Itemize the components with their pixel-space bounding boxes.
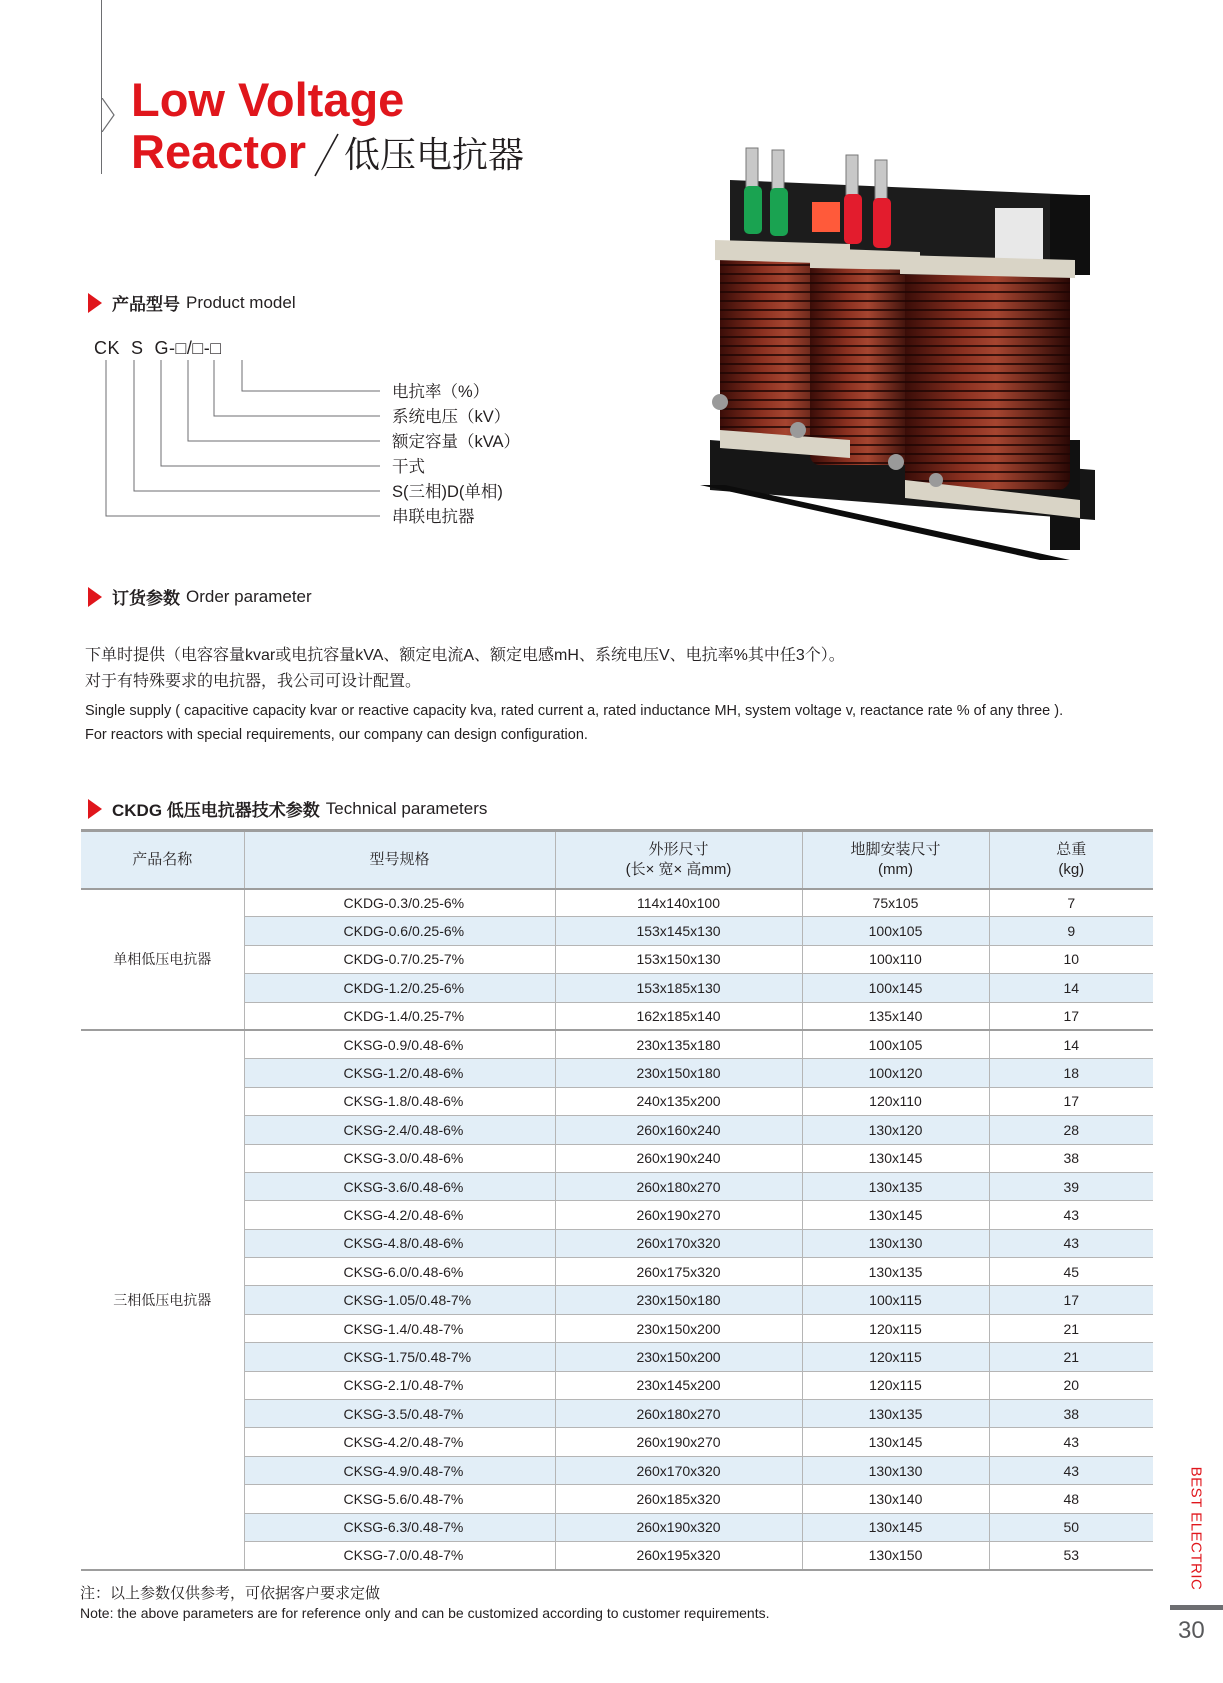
title-line-2: Reactor (131, 125, 307, 178)
dimension-cell: 230x150x200 (555, 1343, 802, 1371)
footnote-en: Note: the above parameters are for reference only and can be customized according to customer requirements. (80, 1605, 770, 1621)
model-cell: CKSG-0.9/0.48-6% (244, 1030, 555, 1058)
model-cell: CKDG-1.4/0.25-7% (244, 1002, 555, 1030)
model-cell: CKSG-4.2/0.48-7% (244, 1428, 555, 1456)
model-cell: CKSG-4.9/0.48-7% (244, 1456, 555, 1484)
mounting-cell: 130x145 (802, 1513, 989, 1541)
weight-cell: 38 (989, 1400, 1153, 1428)
table-row (81, 889, 1153, 917)
mounting-cell: 100x105 (802, 917, 989, 945)
dimension-cell: 114x140x100 (555, 889, 802, 917)
dimension-cell: 260x185x320 (555, 1485, 802, 1513)
dimension-cell: 260x175x320 (555, 1258, 802, 1286)
model-cell: CKSG-6.3/0.48-7% (244, 1513, 555, 1541)
model-label-series-reactor: 串联电抗器 (392, 508, 475, 526)
dimension-cell: 240x135x200 (555, 1087, 802, 1115)
dimension-cell: 260x180x270 (555, 1400, 802, 1428)
mounting-cell: 100x120 (802, 1059, 989, 1087)
col-header-weight: 总重 (kg) (989, 831, 1153, 889)
weight-cell: 21 (989, 1343, 1153, 1371)
model-cell: CKSG-4.2/0.48-6% (244, 1201, 555, 1229)
mounting-cell: 130x135 (802, 1172, 989, 1200)
model-cell: CKDG-0.7/0.25-7% (244, 945, 555, 973)
order-cn-line-2: 对于有特殊要求的电抗器，我公司可设计配置。 (85, 673, 422, 690)
weight-cell: 43 (989, 1428, 1153, 1456)
weight-cell: 18 (989, 1059, 1153, 1087)
model-cell: CKSG-1.05/0.48-7% (244, 1286, 555, 1314)
model-label-system-voltage: 系统电压（kV） (392, 408, 511, 426)
model-label-rated-capacity: 额定容量（kVA） (392, 433, 521, 451)
weight-cell: 17 (989, 1286, 1153, 1314)
mounting-cell: 130x145 (802, 1201, 989, 1229)
dimension-cell: 260x170x320 (555, 1456, 802, 1484)
footnote-cn: 注：以上参数仅供参考，可依据客户要求定做 (80, 1585, 381, 1602)
weight-cell: 17 (989, 1002, 1153, 1030)
mounting-cell: 100x110 (802, 945, 989, 973)
mounting-cell: 130x140 (802, 1485, 989, 1513)
weight-cell: 7 (989, 889, 1153, 917)
dimension-cell: 153x145x130 (555, 917, 802, 945)
weight-cell: 28 (989, 1116, 1153, 1144)
model-cell: CKSG-4.8/0.48-6% (244, 1229, 555, 1257)
mounting-cell: 75x105 (802, 889, 989, 917)
table-body (81, 889, 1153, 1570)
dimension-cell: 230x150x200 (555, 1314, 802, 1342)
heading-cn: 产品型号 (112, 295, 180, 314)
weight-cell: 10 (989, 945, 1153, 973)
tech-params-table (81, 829, 1153, 1571)
model-cell: CKDG-0.3/0.25-6% (244, 889, 555, 917)
title-line-1: Low Voltage (131, 73, 405, 126)
weight-cell: 45 (989, 1258, 1153, 1286)
model-cell: CKSG-6.0/0.48-6% (244, 1258, 555, 1286)
product-group-name: 单相低压电抗器 (81, 889, 244, 1031)
heading-cn: CKDG 低压电抗器技术参数 (112, 801, 320, 820)
model-cell: CKSG-1.75/0.48-7% (244, 1343, 555, 1371)
weight-cell: 43 (989, 1456, 1153, 1484)
order-en-line-2: For reactors with special requirements, our company can design configuration. (85, 727, 588, 743)
model-cell: CKDG-0.6/0.25-6% (244, 917, 555, 945)
heading-cn: 订货参数 (112, 589, 180, 608)
model-cell: CKSG-2.4/0.48-6% (244, 1116, 555, 1144)
heading-en: Technical parameters (325, 798, 488, 818)
dimension-cell: 260x195x320 (555, 1541, 802, 1569)
dimension-cell: 260x190x270 (555, 1428, 802, 1456)
dimension-cell: 260x190x240 (555, 1144, 802, 1172)
model-cell: CKSG-7.0/0.48-7% (244, 1541, 555, 1569)
weight-cell: 39 (989, 1172, 1153, 1200)
model-cell: CKSG-3.6/0.48-6% (244, 1172, 555, 1200)
order-en-line-1: Single supply ( capacitive capacity kvar or reactive capacity kva, rated current a, rated inductance MH, system voltage v, reactance rate % of any three ). (85, 703, 1064, 719)
model-cell: CKSG-2.1/0.48-7% (244, 1371, 555, 1399)
tech-params-heading (88, 796, 487, 821)
weight-cell: 14 (989, 1030, 1153, 1058)
mounting-cell: 100x145 (802, 974, 989, 1002)
model-cell: CKSG-5.6/0.48-7% (244, 1485, 555, 1513)
mounting-cell: 130x145 (802, 1428, 989, 1456)
order-parameter-heading (88, 584, 312, 609)
dimension-cell: 260x190x270 (555, 1201, 802, 1229)
weight-cell: 17 (989, 1087, 1153, 1115)
mounting-cell: 135x140 (802, 1002, 989, 1030)
mounting-cell: 130x130 (802, 1229, 989, 1257)
weight-cell: 21 (989, 1314, 1153, 1342)
dimension-cell: 260x190x320 (555, 1513, 802, 1541)
three-phase-reactor-image (700, 140, 1120, 590)
heading-en: Product model (186, 292, 296, 312)
model-cell: CKSG-3.0/0.48-6% (244, 1144, 555, 1172)
mounting-cell: 100x105 (802, 1030, 989, 1058)
table-header-row (81, 831, 1153, 889)
dimension-cell: 260x160x240 (555, 1116, 802, 1144)
order-parameter-text (85, 643, 1205, 747)
dimension-cell: 162x185x140 (555, 1002, 802, 1030)
model-label-dry-type: 干式 (392, 458, 425, 476)
model-cell: CKSG-1.8/0.48-6% (244, 1087, 555, 1115)
page-number-bar (1170, 1605, 1223, 1610)
mounting-cell: 100x115 (802, 1286, 989, 1314)
model-cell: CKSG-1.2/0.48-6% (244, 1059, 555, 1087)
brand-vertical-label: BEST ELECTRIC (1187, 1466, 1205, 1591)
mounting-cell: 120x115 (802, 1343, 989, 1371)
mounting-cell: 120x115 (802, 1314, 989, 1342)
table-row (81, 1030, 1153, 1058)
model-cell: CKSG-1.4/0.48-7% (244, 1314, 555, 1342)
col-header-size: 外形尺寸 (长× 宽× 高mm) (555, 831, 802, 889)
weight-cell: 38 (989, 1144, 1153, 1172)
dimension-cell: 153x150x130 (555, 945, 802, 973)
model-label-reactance-rate: 电抗率（%） (392, 383, 490, 401)
col-header-name: 产品名称 (81, 831, 244, 889)
order-cn-line-1: 下单时提供（电容容量kvar或电抗容量kVA、额定电流A、额定电感mH、系统电压V、电抗率%其中任3个）。 (85, 647, 845, 664)
page-number: 30 (1178, 1617, 1205, 1644)
mounting-cell: 130x120 (802, 1116, 989, 1144)
model-label-phase: S(三相)D(单相) (392, 483, 503, 501)
dimension-cell: 230x145x200 (555, 1371, 802, 1399)
mounting-cell: 130x135 (802, 1258, 989, 1286)
mounting-cell: 120x110 (802, 1087, 989, 1115)
weight-cell: 20 (989, 1371, 1153, 1399)
col-header-model: 型号规格 (244, 831, 555, 889)
mounting-cell: 130x130 (802, 1456, 989, 1484)
product-group-name: 三相低压电抗器 (81, 1030, 244, 1569)
weight-cell: 14 (989, 974, 1153, 1002)
weight-cell: 43 (989, 1201, 1153, 1229)
model-cell: CKSG-3.5/0.48-7% (244, 1400, 555, 1428)
dimension-cell: 230x135x180 (555, 1030, 802, 1058)
weight-cell: 9 (989, 917, 1153, 945)
heading-en: Order parameter (186, 586, 312, 606)
title-chinese: 低压电抗器 (344, 134, 525, 175)
model-cell: CKDG-1.2/0.25-6% (244, 974, 555, 1002)
dimension-cell: 230x150x180 (555, 1059, 802, 1087)
mounting-cell: 130x135 (802, 1400, 989, 1428)
mounting-cell: 120x115 (802, 1371, 989, 1399)
red-triangle-icon (88, 799, 102, 819)
footnote (80, 1584, 769, 1622)
col-header-mount: 地脚安装尺寸 (mm) (802, 831, 989, 889)
weight-cell: 48 (989, 1485, 1153, 1513)
dimension-cell: 230x150x180 (555, 1286, 802, 1314)
red-triangle-icon (88, 587, 102, 607)
dimension-cell: 260x170x320 (555, 1229, 802, 1257)
weight-cell: 43 (989, 1229, 1153, 1257)
mounting-cell: 130x150 (802, 1541, 989, 1569)
weight-cell: 53 (989, 1541, 1153, 1569)
mounting-cell: 130x145 (802, 1144, 989, 1172)
dimension-cell: 260x180x270 (555, 1172, 802, 1200)
weight-cell: 50 (989, 1513, 1153, 1541)
dimension-cell: 153x185x130 (555, 974, 802, 1002)
model-code: CK S G-□/□-□ (94, 338, 222, 358)
